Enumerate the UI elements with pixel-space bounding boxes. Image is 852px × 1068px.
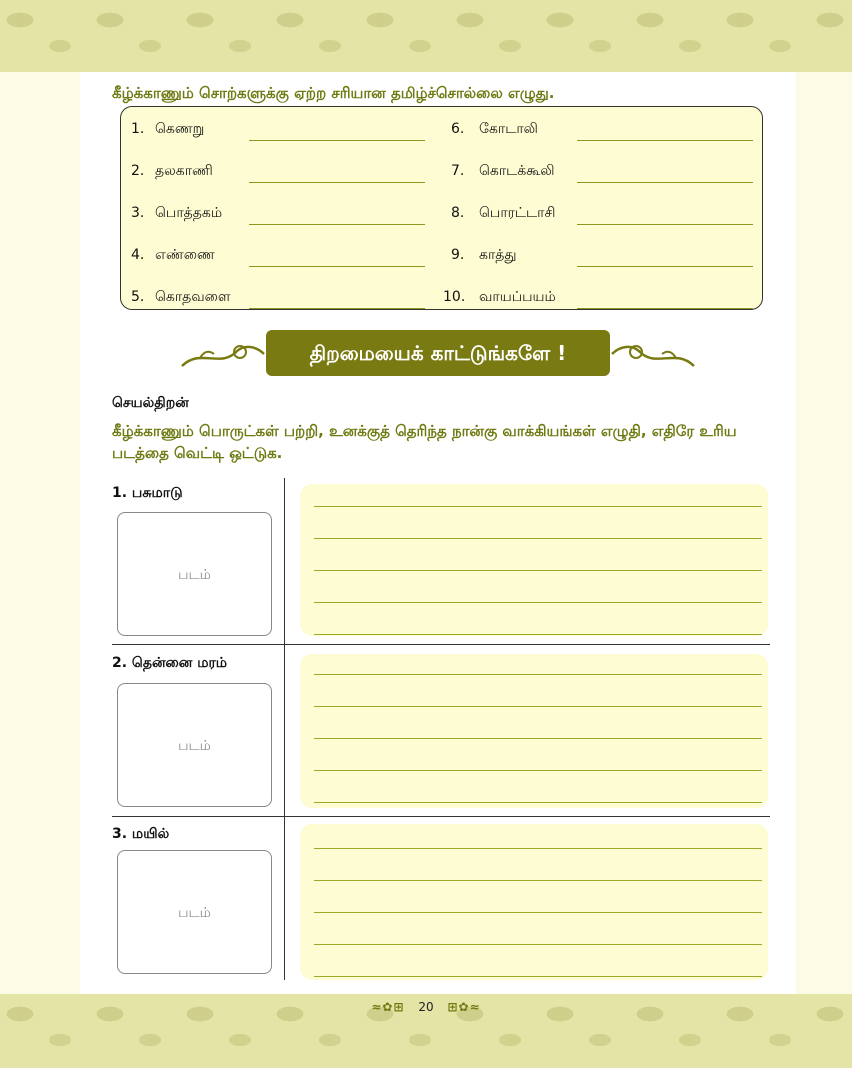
page-footer <box>0 1000 852 1022</box>
column-divider <box>284 478 285 980</box>
writing-line[interactable] <box>314 634 762 635</box>
footer-ornament-right-icon: ⊞✿≈ <box>447 1000 481 1014</box>
word-text: தலகாணி <box>155 163 213 179</box>
section-label: செயல்திறன் <box>112 395 189 411</box>
word-text: கெணறு <box>155 121 205 137</box>
answer-blank[interactable] <box>249 224 425 225</box>
writing-line[interactable] <box>314 976 762 977</box>
writing-line[interactable] <box>314 570 762 571</box>
item-title-1: 1. பசுமாடு <box>112 485 183 501</box>
picture-box-3[interactable]: படம் <box>117 850 272 974</box>
word-text: காத்து <box>479 247 517 263</box>
word-text: எண்ணை <box>155 247 215 263</box>
writing-line[interactable] <box>314 848 762 849</box>
right-flourish-icon <box>610 338 696 370</box>
word-text: கோடாலி <box>479 121 538 137</box>
word-number: 3. <box>131 205 145 221</box>
answer-blank[interactable] <box>577 140 753 141</box>
left-flourish-icon <box>180 338 266 370</box>
writing-line[interactable] <box>314 674 762 675</box>
writing-line[interactable] <box>314 538 762 539</box>
word-number: 10. <box>443 289 466 305</box>
writing-line[interactable] <box>314 770 762 771</box>
writing-line[interactable] <box>314 912 762 913</box>
word-text: கொதவளை <box>155 289 231 305</box>
banner-title: திறமையைக் காட்டுங்களே ! <box>266 330 610 376</box>
word-number: 8. <box>451 205 465 221</box>
answer-blank[interactable] <box>577 182 753 183</box>
writing-line[interactable] <box>314 706 762 707</box>
word-number: 1. <box>131 121 145 137</box>
writing-line[interactable] <box>314 944 762 945</box>
picture-box-1[interactable]: படம் <box>117 512 272 636</box>
row-divider <box>112 816 770 817</box>
answer-blank[interactable] <box>577 266 753 267</box>
writing-line[interactable] <box>314 738 762 739</box>
writing-line[interactable] <box>314 506 762 507</box>
row-divider <box>112 644 770 645</box>
answer-blank[interactable] <box>249 182 425 183</box>
writing-area-2[interactable] <box>300 654 768 808</box>
writing-line[interactable] <box>314 880 762 881</box>
answer-blank[interactable] <box>577 308 753 309</box>
answer-blank[interactable] <box>249 266 425 267</box>
writing-area-1[interactable] <box>300 484 768 636</box>
word-text: பொத்தகம் <box>155 205 223 221</box>
answer-blank[interactable] <box>249 308 425 309</box>
word-text: கொடக்கூலி <box>479 163 555 179</box>
section-banner <box>180 330 696 376</box>
word-exercise-box <box>120 106 763 310</box>
word-number: 9. <box>451 247 465 263</box>
answer-blank[interactable] <box>249 140 425 141</box>
item-title-3: 3. மயில் <box>112 826 170 842</box>
instruction-2: கீழ்க்காணும் பொருட்கள் பற்றி, உனக்குத் தெரிந்த நான்கு வாக்கியங்கள் எழுதி, எதிரே உரிய படத்தை வெட்டி ஒட்டுக. <box>112 422 737 462</box>
item-title-2: 2. தென்னை மரம் <box>112 655 227 671</box>
answer-blank[interactable] <box>577 224 753 225</box>
footer-ornament-left-icon: ≈✿⊞ <box>371 1000 405 1014</box>
word-number: 4. <box>131 247 145 263</box>
word-number: 5. <box>131 289 145 305</box>
word-text: பொரட்டாசி <box>479 205 556 221</box>
word-text: வாயப்பயம் <box>479 289 556 305</box>
page-number: 20 <box>418 1000 434 1014</box>
writing-line[interactable] <box>314 602 762 603</box>
writing-line[interactable] <box>314 802 762 803</box>
top-decorative-band <box>0 0 852 72</box>
word-number: 6. <box>451 121 465 137</box>
word-number: 2. <box>131 163 145 179</box>
picture-box-2[interactable]: படம் <box>117 683 272 807</box>
word-number: 7. <box>451 163 465 179</box>
instruction-1: கீழ்க்காணும் சொற்களுக்கு ஏற்ற சரியான தமிழ்ச்சொல்லை எழுது. <box>112 84 555 102</box>
writing-area-3[interactable] <box>300 824 768 980</box>
